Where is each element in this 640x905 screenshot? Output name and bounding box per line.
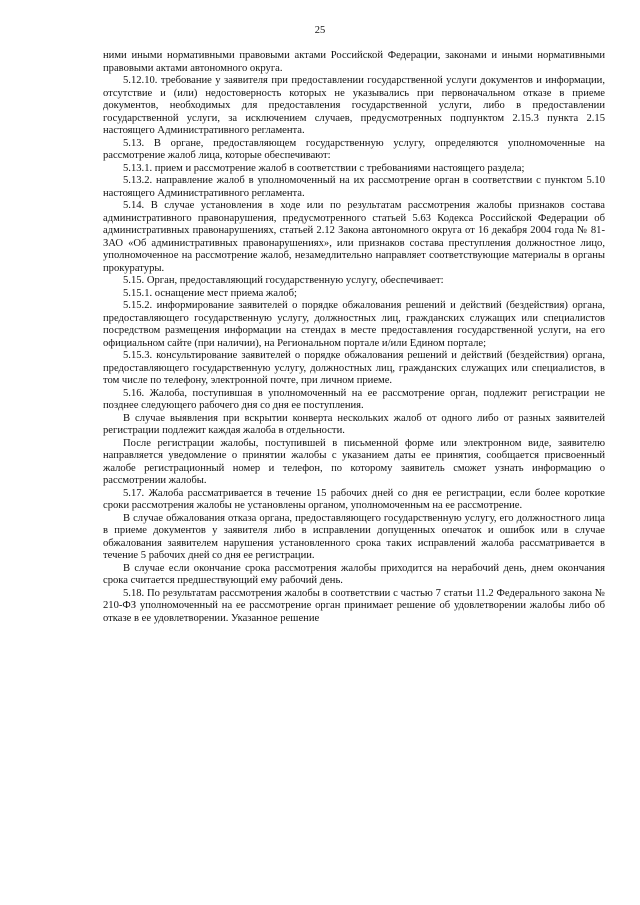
paragraph: 5.13.2. направление жалоб в уполномоченный на их рассмотрение орган в соответствии с пунктом 5.10 настоящего Административного регламента.: [103, 175, 605, 199]
paragraph: 5.18. По результатам рассмотрения жалобы в соответствии с частью 7 статьи 11.2 Федерального закона № 210-ФЗ уполномоченный на ее рассмотрение орган принимает решение об удовлетворении жалобы либо об отказе в ее удовлетворении. Указанное решение: [103, 587, 605, 624]
paragraph: 5.17. Жалоба рассматривается в течение 15 рабочих дней со дня ее регистрации, если более короткие сроки рассмотрения жалобы не установлены органом, уполномоченным на ее рассмотрение.: [103, 487, 605, 511]
paragraph: В случае выявления при вскрытии конверта нескольких жалоб от одного либо от разных заявителей регистрации подлежит каждая жалоба в отдельности.: [103, 412, 605, 436]
document-body: [103, 50, 605, 625]
paragraph: 5.15.3. консультирование заявителей о порядке обжалования решений и действий (бездействия) органа, предоставляющего государственную услугу, должностных лиц, гражданских служащих или специалистов, в том числе по телефону, электронной почте, при личном приеме.: [103, 350, 605, 386]
paragraph: 5.12.10. требование у заявителя при предоставлении государственной услуги документов и информации, отсутствие и (или) недостоверность которых не указывались при первоначальном отказе в приеме документов, необходимых для предоставления государственной услуги, либо в предоставлении государственной услуги, за исключением случаев, предусмотренных подпунктом 2.15.3 пункта 2.15 настоящего Административного регламента.: [103, 75, 605, 136]
paragraph: 5.13. В органе, предоставляющем государственную услугу, определяются уполномоченные на рассмотрение жалоб лица, которые обеспечивают:: [103, 137, 605, 161]
paragraph: 5.15.1. оснащение мест приема жалоб;: [123, 287, 297, 299]
paragraph: 5.15. Орган, предоставляющий государственную услугу, обеспечивает:: [123, 275, 444, 286]
paragraph: После регистрации жалобы, поступившей в письменной форме или электронном виде, заявителю направляется уведомление о принятии жалобы с указанием даты ее принятия, сообщается присвоенный жалобе регистрационный номер и телефон, по которому заявитель сможет узнать информацию о рассмотрении жалобы.: [103, 437, 605, 486]
paragraph: 5.14. В случае установления в ходе или по результатам рассмотрения жалобы признаков состава административного правонарушения, предусмотренного статьей 5.63 Кодекса Российской Федерации об административных правонарушениях, статьей 2.12 Закона автономного округа от 16 декабря 2004 года № 81-ЗАО «Об административных правонарушениях», или признаков состава преступления должностное лицо, уполномоченное на рассмотрение жалоб, незамедлительно направляет соответствующие материалы в органы прокуратуры.: [103, 200, 605, 274]
paragraph: ними иными нормативными правовыми актами Российской Федерации, законами и иными нормативными правовыми актами автономного округа.: [103, 50, 605, 74]
paragraph: 5.13.1. прием и рассмотрение жалоб в соответствии с требованиями настоящего раздела;: [123, 162, 525, 174]
paragraph: В случае обжалования отказа органа, предоставляющего государственную услугу, его должностного лица в приеме документов у заявителя либо в исправлении допущенных опечаток и ошибок или в случае обжалования заявителем нарушения установленного срока таких исправлений жалоба рассматривается в течение 5 рабочих дней со дня ее регистрации.: [103, 512, 605, 561]
paragraph: В случае если окончание срока рассмотрения жалобы приходится на нерабочий день, днем окончания срока считается предшествующий ему рабочий день.: [103, 562, 605, 586]
paragraph: 5.16. Жалоба, поступившая в уполномоченный на ее рассмотрение орган, подлежит регистрации не позднее следующего рабочего дня со дня ее поступления.: [103, 387, 605, 411]
paragraph: 5.15.2. информирование заявителей о порядке обжалования решений и действий (бездействия) органа, предоставляющего государственную услугу, должностных лиц, гражданских служащих или специалистов посредством размещения информации на стендах в месте предоставления государственной услуги, на его официальном сайте (при наличии), на Региональном портале и/или Едином портале;: [103, 300, 605, 349]
page-number: 25: [314, 25, 326, 36]
